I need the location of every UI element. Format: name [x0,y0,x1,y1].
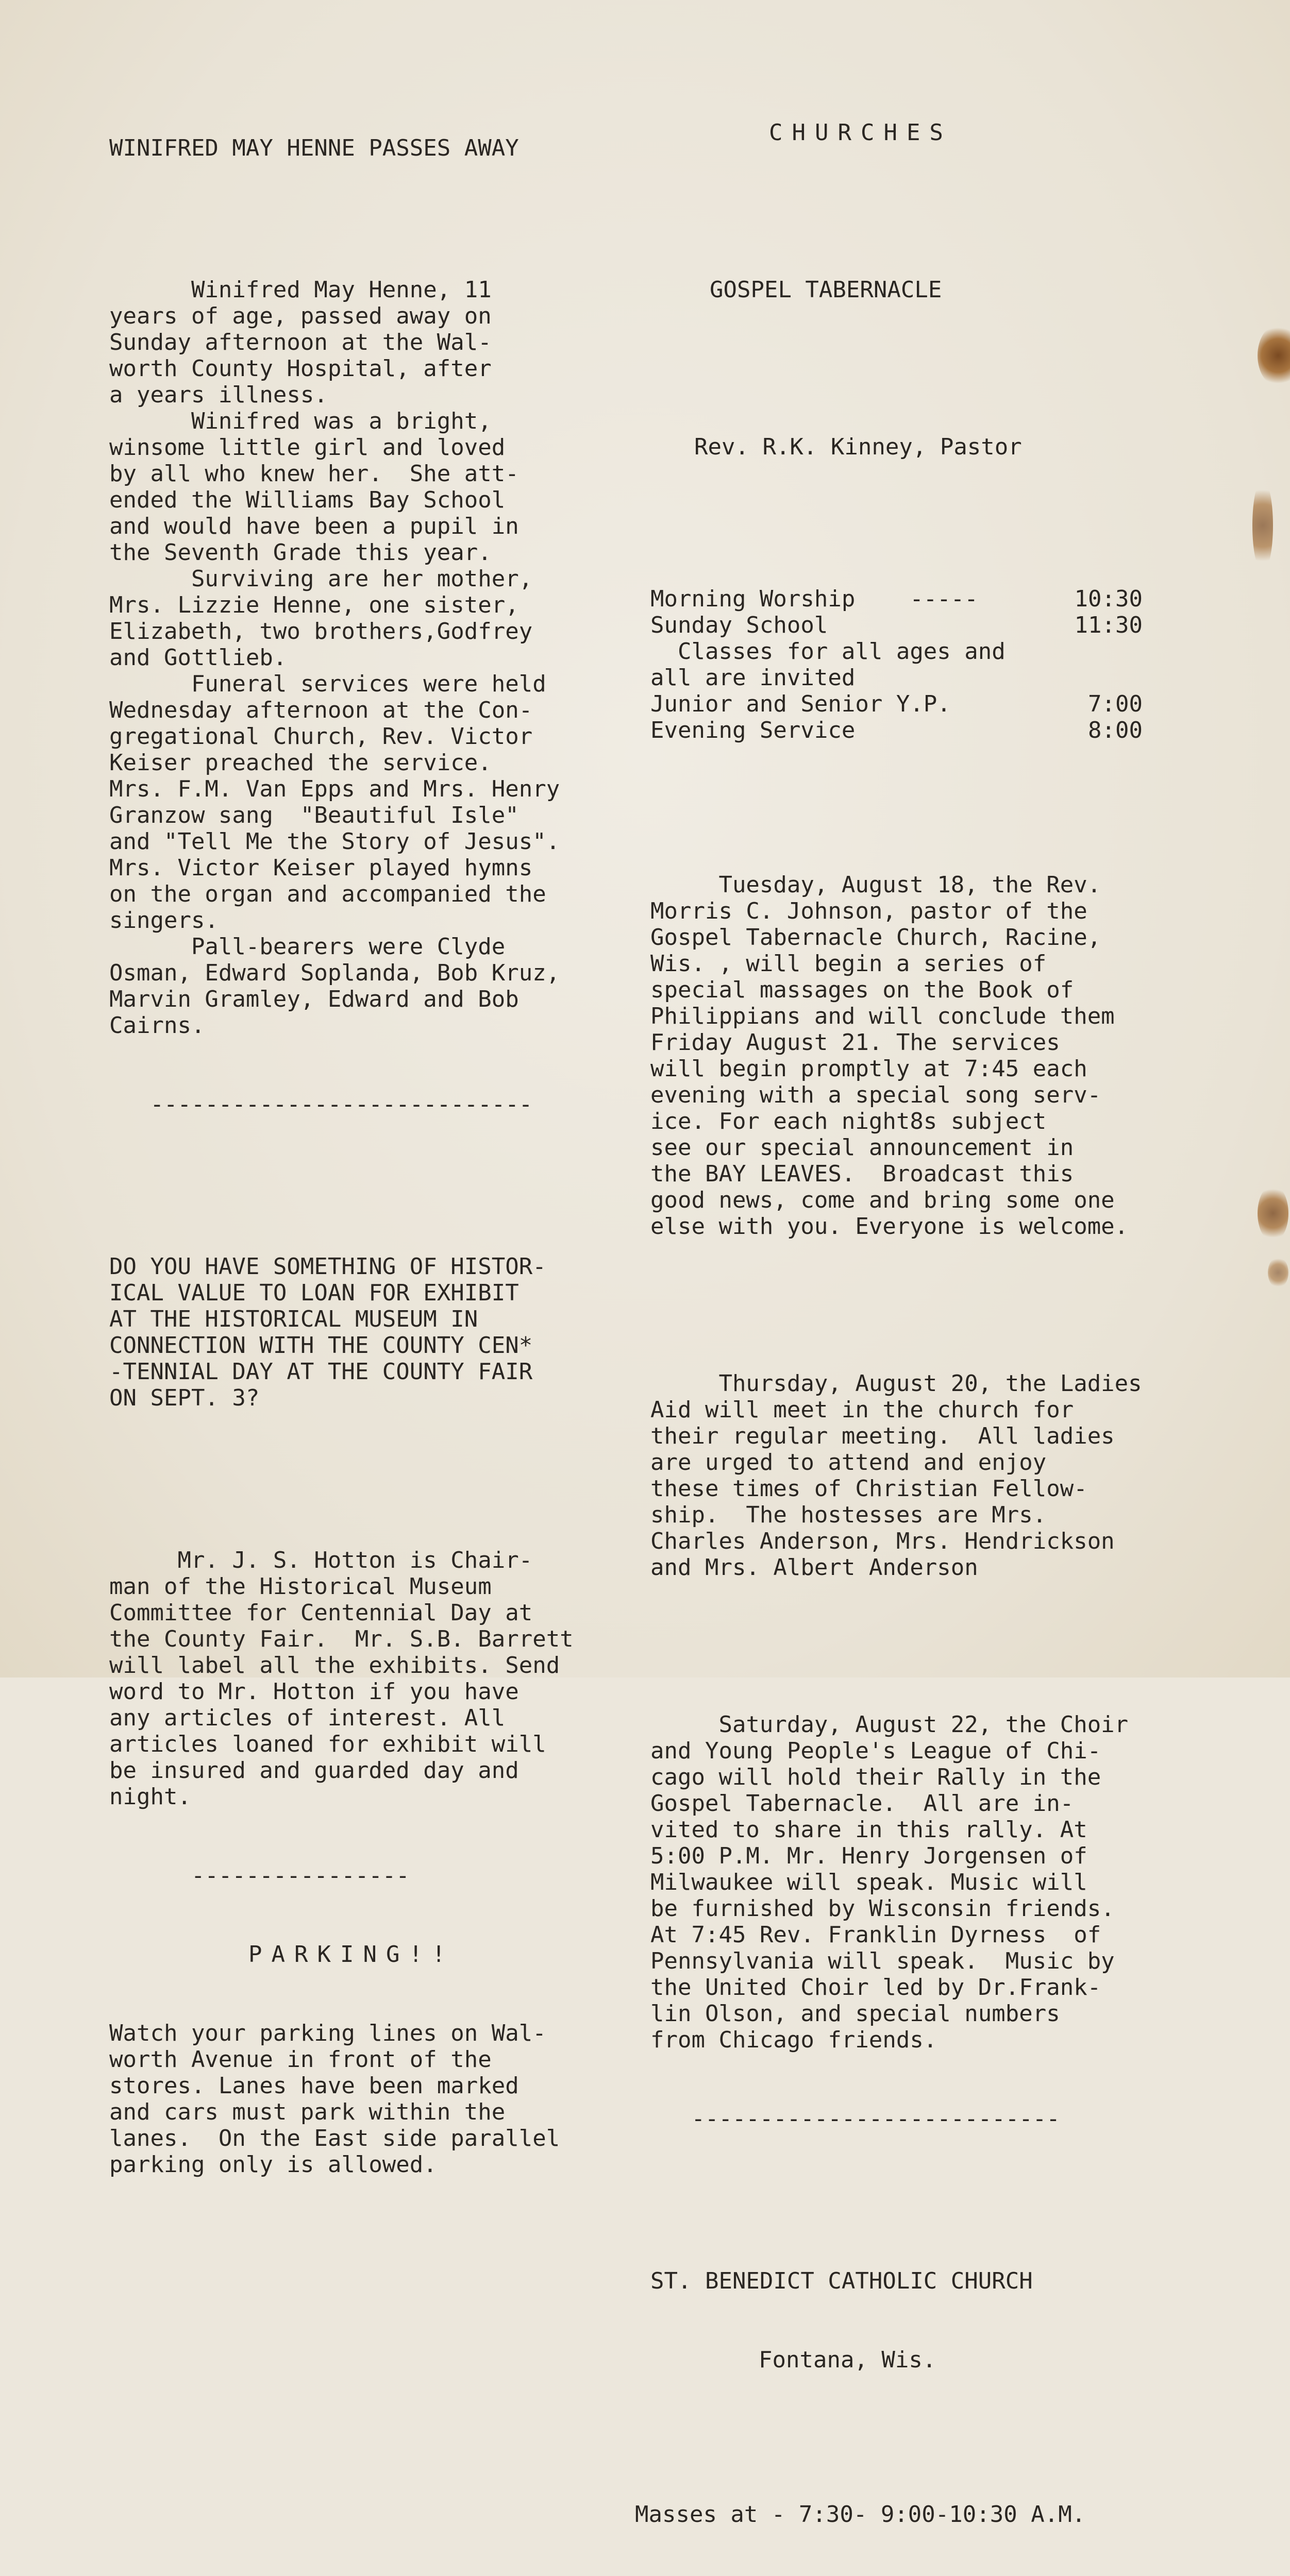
obituary-line: Granzow sang "Beautiful Isle" [109,802,519,828]
saturday-line: Milwaukee will speak. Music will [650,1869,1087,1895]
parking-heading: PARKING!! [248,1941,455,1968]
obituary-line: and Gottlieb. [109,645,287,671]
saturday-line: from Chicago friends. [650,2027,937,2053]
museum-body-line: articles loaned for exhibit will [109,1731,546,1757]
schedule-label: Sunday School [650,612,828,638]
schedule-time: 11:30 [1074,612,1143,638]
tuesday-line: Tuesday, August 18, the Rev. [650,872,1101,898]
saturday-line: be furnished by Wisconsin friends. [650,1895,1115,1922]
st-benedict-title: ST. BENEDICT CATHOLIC CHURCH [650,2268,1033,2294]
obituary-line: Surviving are her mother, [109,566,533,592]
saturday-line: and Young People's League of Chi- [650,1738,1101,1764]
obituary-line: Winifred was a bright, [109,408,492,434]
thursday-line: are urged to attend and enjoy [650,1449,1047,1476]
parking-line: and cars must park within the [109,2099,506,2125]
saturday-line: cago will hold their Rally in the [650,1764,1101,1790]
pastor-line: Rev. R.K. Kinney, Pastor [694,434,1022,460]
museum-body-line: word to Mr. Hotton if you have [109,1679,519,1705]
masses-times: Masses at - 7:30- 9:00-10:30 A.M. [635,2501,1086,2528]
water-stain-mark [1258,1185,1288,1242]
saturday-line: lin Olson, and special numbers [650,2001,1060,2027]
schedule-label: all are invited [650,665,856,691]
obituary-line: and would have been a pupil in [109,513,519,539]
thursday-line: ship. The hostesses are Mrs. [650,1502,1047,1528]
obituary-line: Mrs. Victor Keiser played hymns [109,855,533,881]
schedule-row [650,638,1143,665]
museum-question-line: CONNECTION WITH THE COUNTY CEN* [109,1332,533,1359]
tuesday-line: ice. For each night8s subject [650,1108,1047,1134]
museum-body-line: will label all the exhibits. Send [109,1652,560,1679]
saturday-line: Pennsylvania will speak. Music by [650,1948,1115,1974]
parking-line: stores. Lanes have been marked [109,2073,519,2099]
tuesday-line: evening with a special song serv- [650,1082,1101,1108]
thursday-line: Charles Anderson, Mrs. Hendrickson [650,1528,1115,1554]
tuesday-line: Wis. , will begin a series of [650,951,1047,977]
schedule-row [650,691,1143,717]
tuesday-line: will begin promptly at 7:45 each [650,1056,1087,1082]
thursday-line: these times of Christian Fellow- [650,1476,1087,1502]
museum-body-line: the County Fair. Mr. S.B. Barrett [109,1626,574,1652]
tuesday-announcement [650,872,1222,1240]
museum-body [109,1547,656,1810]
saturday-announcement [650,1711,1222,2053]
museum-question-line: AT THE HISTORICAL MUSEUM IN [109,1306,478,1332]
obituary-line: worth County Hospital, after [109,355,492,382]
obituary-line: Pall-bearers were Clyde [109,934,506,960]
parking-body [109,2020,656,2178]
obituary-line: ended the Williams Bay School [109,487,506,513]
museum-body-line: night. [109,1784,191,1810]
museum-question [109,1253,656,1411]
tuesday-line: Morris C. Johnson, pastor of the [650,898,1087,924]
tuesday-line: special massages on the Book of [650,977,1074,1003]
thursday-line: and Mrs. Albert Anderson [650,1554,978,1581]
schedule-row [650,665,1143,691]
saturday-line: vited to share in this rally. At [650,1817,1087,1843]
parking-line: worth Avenue in front of the [109,2046,492,2073]
obituary-line: Keiser preached the service. [109,750,492,776]
left-column [109,82,656,2230]
schedule-label: Morning Worship ----- [650,586,978,612]
schedule-label: Evening Service [650,717,856,743]
museum-body-line: man of the Historical Museum [109,1573,492,1600]
st-benedict-location: Fontana, Wis. [759,2347,936,2373]
schedule-time: 10:30 [1074,586,1143,612]
obituary-body [109,277,656,1039]
saturday-line: 5:00 P.M. Mr. Henry Jorgensen of [650,1843,1087,1869]
obituary-headline: WINIFRED MAY HENNE PASSES AWAY [109,135,519,161]
thursday-announcement [650,1370,1222,1581]
water-stain-mark [1252,479,1273,572]
obituary-line: and "Tell Me the Story of Jesus". [109,828,560,855]
schedule-row [650,586,1143,612]
obituary-line: years of age, passed away on [109,303,492,329]
obituary-line: Wednesday afternoon at the Con- [109,697,533,723]
saturday-line: Saturday, August 22, the Choir [650,1711,1129,1738]
obituary-line: Funeral services were held [109,671,546,697]
obituary-line: Marvin Gramley, Edward and Bob [109,986,519,1012]
water-stain-mark [1258,325,1290,386]
obituary-line: gregational Church, Rev. Victor [109,723,533,750]
gospel-tabernacle-title: GOSPEL TABERNACLE [710,277,942,303]
saturday-line: At 7:45 Rev. Franklin Dyrness of [650,1922,1101,1948]
service-schedule [650,586,1143,743]
churches-header: CHURCHES [769,120,952,146]
schedule-time: 7:00 [1088,691,1143,717]
parking-line: Watch your parking lines on Wal- [109,2020,546,2046]
obituary-line: on the organ and accompanied the [109,881,546,907]
tuesday-line: Gospel Tabernacle Church, Racine, [650,924,1101,951]
obituary-line: a years illness. [109,382,328,408]
museum-body-line: be insured and guarded day and [109,1757,519,1784]
museum-body-line: Mr. J. S. Hotton is Chair- [109,1547,533,1573]
obituary-line: winsome little girl and loved [109,434,506,461]
obituary-line: Elizabeth, two brothers,Godfrey [109,618,533,645]
museum-question-line: DO YOU HAVE SOMETHING OF HISTOR- [109,1253,546,1280]
right-column [635,67,1222,2576]
section-divider: ---------------- [109,1862,410,1889]
saturday-line: the United Choir led by Dr.Frank- [650,1974,1101,2001]
thursday-line: their regular meeting. All ladies [650,1423,1115,1449]
section-divider: --------------------------- [650,2106,1060,2132]
saturday-line: Gospel Tabernacle. All are in- [650,1790,1074,1817]
tuesday-line: see our special announcement in [650,1134,1074,1161]
obituary-line: singers. [109,907,219,934]
schedule-row [650,717,1143,743]
schedule-time: 8:00 [1088,717,1143,743]
tuesday-line: Friday August 21. The services [650,1029,1060,1056]
museum-question-line: -TENNIAL DAY AT THE COUNTY FAIR [109,1359,533,1385]
obituary-line: Sunday afternoon at the Wal- [109,329,492,355]
parking-line: lanes. On the East side parallel [109,2125,560,2151]
museum-body-line: Committee for Centennial Day at [109,1600,533,1626]
museum-question-line: ICAL VALUE TO LOAN FOR EXHIBIT [109,1280,519,1306]
parking-line: parking only is allowed. [109,2151,437,2178]
thursday-line: Aid will meet in the church for [650,1397,1074,1423]
obituary-line: Osman, Edward Soplanda, Bob Kruz, [109,960,560,986]
schedule-row [650,612,1143,638]
obituary-line: the Seventh Grade this year. [109,539,492,566]
obituary-line: Winifred May Henne, 11 [109,277,492,303]
tuesday-line: else with you. Everyone is welcome. [650,1213,1129,1240]
schedule-label: Junior and Senior Y.P. [650,691,951,717]
thursday-line: Thursday, August 20, the Ladies [650,1370,1142,1397]
museum-body-line: any articles of interest. All [109,1705,506,1731]
tuesday-line: Philippians and will conclude them [650,1003,1115,1029]
tuesday-line: good news, come and bring some one [650,1187,1115,1213]
water-stain-mark [1268,1257,1288,1288]
schedule-label: Classes for all ages and [650,638,1006,665]
obituary-line: Mrs. F.M. Van Epps and Mrs. Henry [109,776,560,802]
obituary-line: Cairns. [109,1012,205,1039]
obituary-line: by all who knew her. She att- [109,461,519,487]
obituary-line: Mrs. Lizzie Henne, one sister, [109,592,519,618]
museum-question-line: ON SEPT. 3? [109,1385,260,1411]
tuesday-line: the BAY LEAVES. Broadcast this [650,1161,1074,1187]
section-divider: ---------------------------- [109,1091,533,1117]
